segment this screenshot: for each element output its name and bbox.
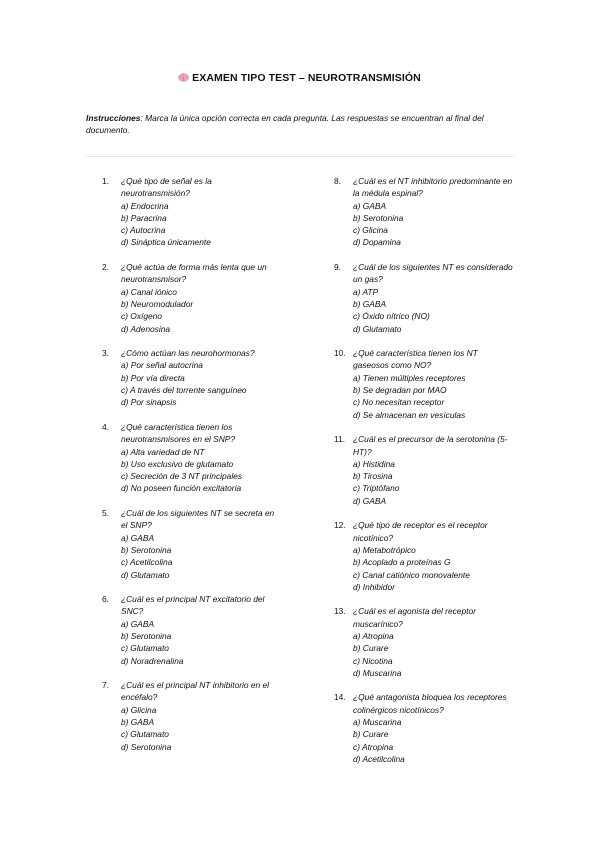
- question-item: [102, 261, 282, 335]
- question-item: [102, 507, 282, 581]
- question-item: [102, 593, 282, 667]
- question-number: 14.: [334, 692, 346, 703]
- question-body: [121, 507, 282, 581]
- question-number: 8.: [334, 176, 341, 186]
- question-body: [353, 605, 514, 679]
- question-stem: ¿Qué actúa de forma más lenta que un neurotransmisor?: [121, 262, 267, 285]
- answer-option: d) Sináptica únicamente: [121, 237, 211, 248]
- question-body: [121, 593, 282, 667]
- question-stem: ¿Cuál es el precursor de la serotonina (5-HT)?: [353, 434, 508, 457]
- answer-option: b) Serotonina: [353, 212, 404, 223]
- answer-option: d) Noradrenalina: [121, 655, 184, 666]
- question-body: [121, 261, 282, 335]
- question-number: 5.: [102, 508, 109, 519]
- answer-option: a) Canal iónico: [121, 286, 177, 297]
- question-number: 3.: [102, 348, 109, 359]
- answer-option: c) Glicina: [353, 225, 388, 236]
- question-number: 10.: [334, 348, 346, 359]
- question-stem: ¿Cuál de los siguientes NT es considerado un gas?: [353, 262, 513, 285]
- question-item: [102, 679, 282, 753]
- answer-option: a) ATP: [353, 286, 379, 297]
- answer-option: a) Atropina: [353, 630, 394, 641]
- answer-option: b) Curare: [353, 729, 389, 740]
- question-body: [121, 421, 282, 495]
- instructions-label: Instrucciones: [86, 113, 141, 123]
- answer-option: a) GABA: [121, 618, 155, 629]
- question-body: [353, 433, 514, 507]
- question-item: [334, 605, 514, 679]
- questions-right-column: [334, 175, 514, 778]
- question-body: [353, 175, 514, 249]
- question-body: [121, 679, 282, 753]
- title-text: EXAMEN TIPO TEST – NEUROTRANSMISIÓN: [192, 72, 421, 84]
- brain-icon: [178, 73, 189, 82]
- answer-option: d) Adenosina: [121, 323, 171, 334]
- answer-option: b) Se degradan por MAO: [353, 385, 447, 396]
- question-number: 6.: [102, 594, 109, 605]
- answer-option: b) Tirosina: [353, 471, 393, 482]
- question-number: 13.: [334, 606, 346, 617]
- question-stem: ¿Qué tipo de receptor es el receptor nicotínico?: [353, 520, 488, 543]
- answer-option: c) A través del torrente sanguíneo: [121, 385, 247, 396]
- question-number: 4.: [102, 421, 109, 432]
- question-body: [121, 347, 282, 408]
- instructions-text: : Marca la única opción correcta en cada pregunta. Las respuestas se encuentran al final del documento.: [86, 113, 484, 136]
- question-item: [334, 347, 514, 421]
- question-number: 7.: [102, 680, 109, 691]
- question-stem: ¿Qué antagonista bloquea los receptores colinérgicos nicotínicos?: [353, 692, 507, 715]
- answer-option: c) Glutamato: [121, 643, 169, 654]
- answer-option: c) Oxígeno: [121, 311, 162, 322]
- answer-option: c) Canal catiónico monovalente: [353, 569, 470, 580]
- answer-option: a) Glicina: [121, 704, 157, 715]
- question-stem: ¿Cuál es el NT inhibitorio predominante en la médula espinal?: [353, 176, 513, 199]
- answer-option: d) Dopamina: [353, 237, 401, 248]
- question-stem: ¿Qué característica tienen los neurotransmisores en el SNP?: [121, 421, 236, 445]
- question-item: [102, 175, 282, 249]
- question-item: [334, 175, 514, 249]
- answer-option: c) Glutamato: [121, 729, 169, 740]
- answer-option: d) Inhibidor: [353, 581, 395, 592]
- question-stem: ¿Qué tipo de señal es la neurotransmisión?: [121, 176, 212, 199]
- answer-option: c) Óxido nítrico (NO): [353, 311, 430, 322]
- questions-left-column: [102, 175, 282, 765]
- question-body: [353, 691, 514, 765]
- question-body: [353, 261, 514, 335]
- question-number: 2.: [102, 262, 109, 273]
- answer-option: c) Acetilcolina: [121, 557, 173, 568]
- question-item: [334, 433, 514, 507]
- question-item: [334, 519, 514, 593]
- question-item: [334, 691, 514, 765]
- answer-option: c) Nicotina: [353, 655, 393, 666]
- answer-option: b) Serotonina: [121, 630, 172, 641]
- answer-option: b) GABA: [121, 717, 155, 728]
- answer-option: d) Acetilcolina: [353, 753, 405, 764]
- answer-option: b) Paracrina: [121, 212, 167, 223]
- answer-option: c) Secreción de 3 NT principales: [121, 471, 243, 482]
- answer-option: a) Tienen múltiples receptores: [353, 372, 466, 383]
- question-stem: ¿Qué característica tienen los NT gaseosos como NO?: [353, 348, 478, 371]
- answer-option: d) Muscarina: [353, 667, 402, 678]
- answer-option: c) Atropina: [353, 741, 394, 752]
- question-item: [102, 347, 282, 408]
- answer-option: b) Neuromodulador: [121, 298, 194, 309]
- question-body: [353, 347, 514, 421]
- answer-option: d) Por sinapsis: [121, 397, 177, 408]
- divider: [86, 156, 514, 157]
- question-body: [121, 175, 282, 249]
- question-stem: ¿Cuál es el principal NT inhibitorio en el encéfalo?: [121, 680, 270, 703]
- question-stem: ¿Cuál es el agonista del receptor muscarínico?: [353, 606, 476, 629]
- answer-option: a) GABA: [121, 532, 155, 543]
- question-body: [353, 519, 514, 593]
- answer-option: a) Endocrina: [121, 200, 169, 211]
- answer-option: d) Glutamato: [353, 323, 402, 334]
- question-item: [334, 261, 514, 335]
- answer-option: a) Por señal autocrina: [121, 360, 203, 371]
- answer-option: c) No necesitan receptor: [353, 397, 445, 408]
- answer-option: d) Se almacenan en vesículas: [353, 409, 466, 420]
- answer-option: d) GABA: [353, 495, 387, 506]
- answer-option: b) GABA: [353, 298, 387, 309]
- answer-option: a) Muscarina: [353, 717, 402, 728]
- answer-option: b) Curare: [353, 643, 389, 654]
- answer-option: b) Serotonina: [121, 544, 172, 555]
- answer-option: c) Triptófano: [353, 483, 400, 494]
- answer-option: d) Glutamato: [121, 569, 170, 580]
- question-number: 1.: [102, 176, 109, 186]
- question-stem: ¿Cómo actúan las neurohormonas?: [121, 348, 255, 359]
- question-number: 11.: [334, 434, 346, 445]
- answer-option: b) Uso exclusivo de glutamato: [121, 458, 234, 469]
- question-item: [102, 421, 282, 495]
- question-stem: ¿Cuál de los siguientes NT se secreta en el SNP?: [121, 508, 275, 531]
- answer-option: a) Metabotrópico: [353, 544, 416, 555]
- answer-option: a) GABA: [353, 200, 387, 211]
- instructions: [86, 112, 516, 137]
- question-number: 12.: [334, 520, 346, 531]
- answer-option: c) Autocrina: [121, 225, 166, 236]
- answer-option: d) Serotonina: [121, 741, 172, 752]
- answer-option: a) Alta variedad de NT: [121, 446, 205, 457]
- answer-option: b) Por vía directa: [121, 372, 185, 383]
- page-title: [0, 72, 599, 84]
- question-number: 9.: [334, 262, 341, 273]
- answer-option: a) Histidina: [353, 458, 395, 469]
- answer-option: d) No poseen función excitatoria: [121, 483, 242, 494]
- question-stem: ¿Cuál es el principal NT excitatorio del SNC?: [121, 594, 265, 617]
- answer-option: b) Acoplado a proteínas G: [353, 557, 451, 568]
